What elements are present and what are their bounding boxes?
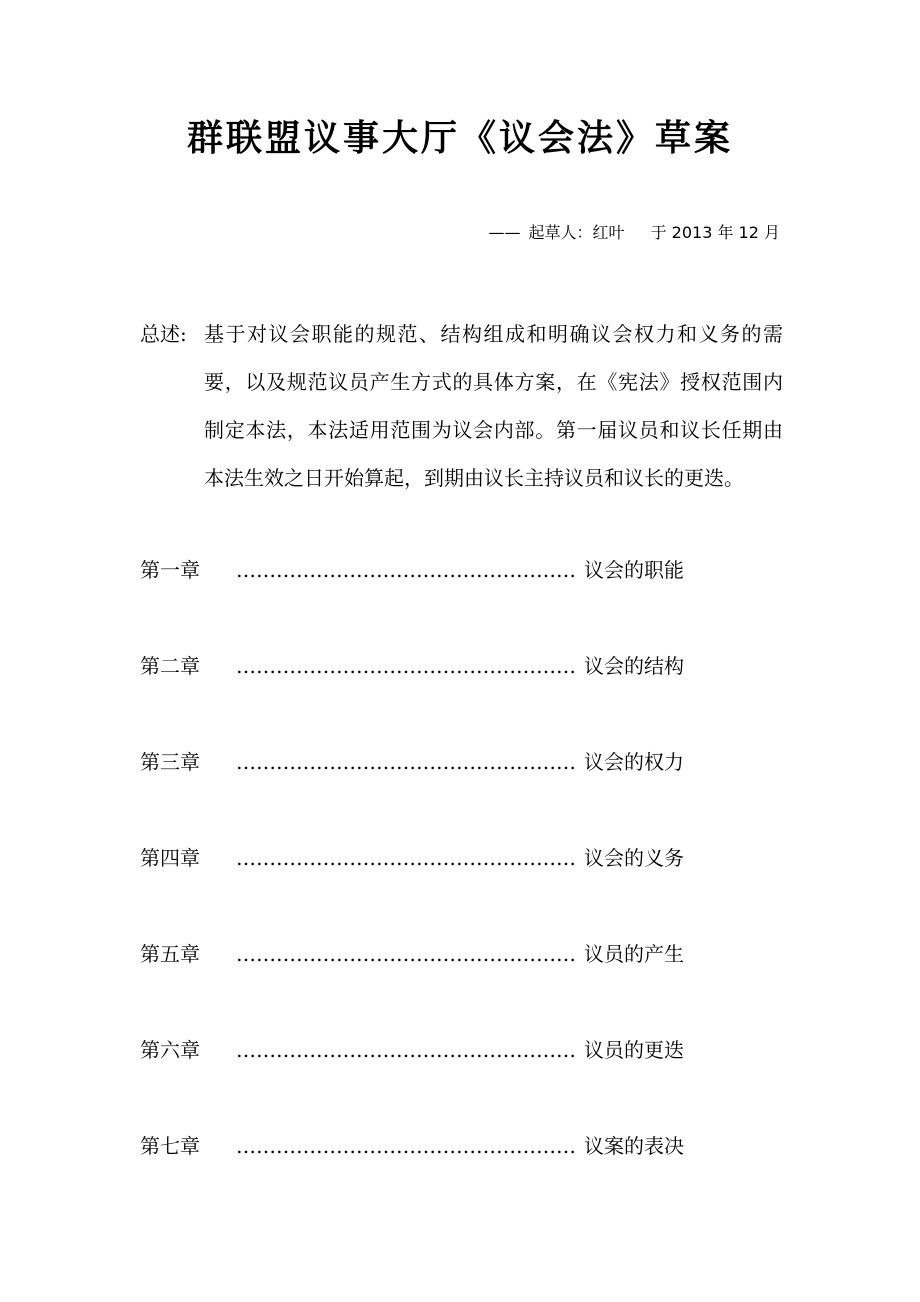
- toc-chapter-heading: 议员的更迭: [584, 1038, 684, 1062]
- summary-section: [140, 310, 783, 502]
- toc-dot-leader: ……………………………………………: [236, 846, 576, 870]
- summary-text: 基于对议会职能的规范、结构组成和明确议会权力和义务的需要，以及规范议员产生方式的具体方案，在《宪法》授权范围内制定本法，本法适用范围为议会内部。第一届议员和议长任期由本法生效之日开始算起，到期由议长主持议员和议长的更迭。: [204, 322, 783, 490]
- toc-dot-leader: ……………………………………………: [236, 942, 576, 966]
- toc-chapter-number: 第二章: [140, 654, 200, 678]
- toc-chapter-number: 第三章: [140, 750, 200, 774]
- toc-item-chapter-2: [140, 644, 780, 688]
- summary-label: 总述:: [140, 322, 187, 346]
- toc-dot-leader: ……………………………………………: [236, 1038, 576, 1062]
- toc-chapter-heading: 议会的职能: [584, 558, 684, 582]
- document-title: 群联盟议事大厅《议会法》草案: [186, 117, 733, 159]
- toc-item-chapter-4: [140, 836, 780, 880]
- toc-chapter-heading: 议员的产生: [584, 942, 684, 966]
- toc-chapter-number: 第四章: [140, 846, 200, 870]
- toc-chapter-number: 第六章: [140, 1038, 200, 1062]
- toc-dot-leader: ……………………………………………: [236, 558, 576, 582]
- toc-dot-leader: ……………………………………………: [236, 654, 576, 678]
- toc-chapter-heading: 议会的结构: [584, 654, 684, 678]
- toc-item-chapter-3: [140, 740, 780, 784]
- drafter-line: [489, 220, 780, 246]
- toc-dot-leader: ……………………………………………: [236, 750, 576, 774]
- toc-chapter-number: 第一章: [140, 558, 200, 582]
- toc-chapter-number: 第七章: [140, 1134, 200, 1158]
- toc-dot-leader: ……………………………………………: [236, 1134, 576, 1158]
- toc-item-chapter-6: [140, 1028, 780, 1072]
- toc-item-chapter-7: [140, 1124, 780, 1168]
- toc-item-chapter-5: [140, 932, 780, 976]
- toc-chapter-heading: 议会的义务: [584, 846, 684, 870]
- drafter-author: 起草人：红叶: [528, 223, 625, 242]
- drafter-dash: ——: [488, 223, 521, 242]
- toc-chapter-number: 第五章: [140, 942, 200, 966]
- toc-item-chapter-1: [140, 548, 780, 592]
- toc-chapter-heading: 议会的权力: [584, 750, 684, 774]
- toc-chapter-heading: 议案的表决: [584, 1134, 684, 1158]
- draft-date: 于 2013 年 12 月: [650, 223, 780, 242]
